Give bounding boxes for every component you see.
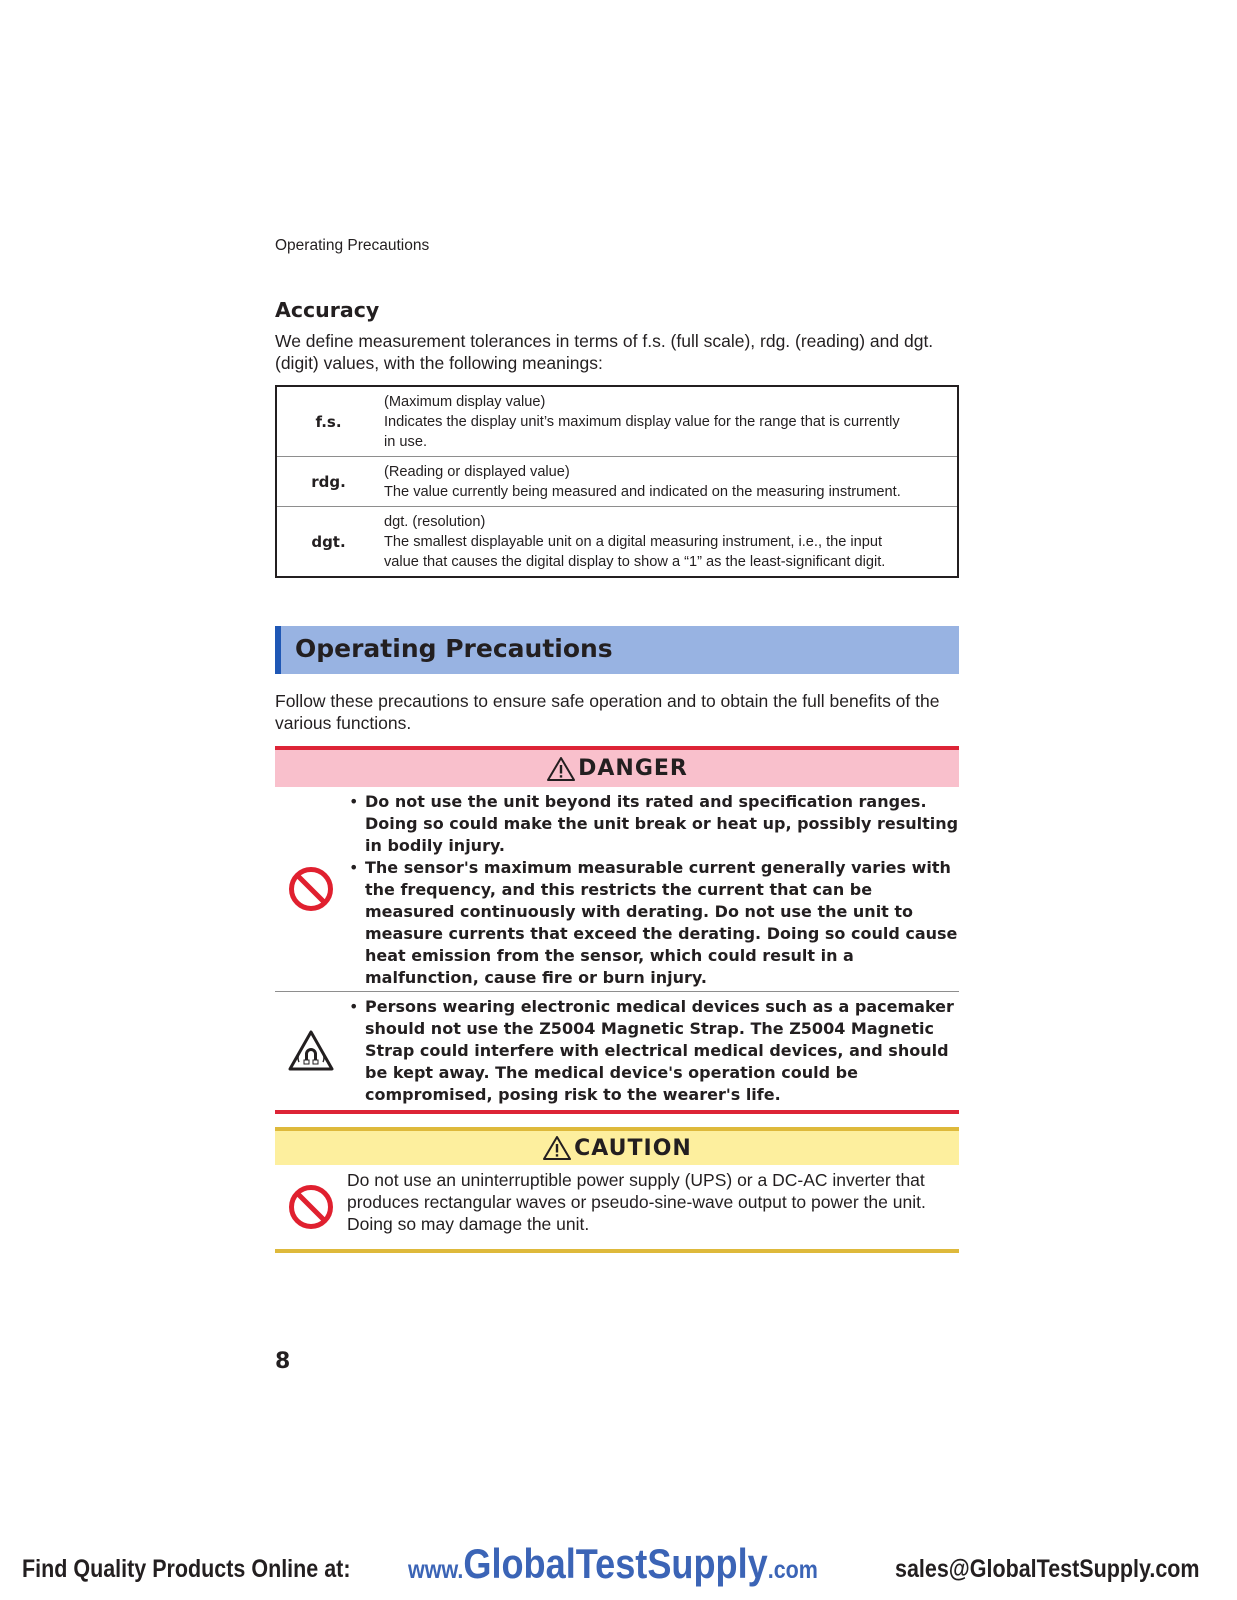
icon-column (275, 1165, 347, 1249)
table-row (276, 457, 958, 507)
table-row (276, 507, 958, 578)
list-item: • Do not use the unit beyond its rated and specification ranges. Doing so could make the unit break or heat up, possibly resulting in bodily injury. (347, 791, 959, 857)
danger-text (347, 787, 959, 991)
page-number: 8 (275, 1349, 291, 1374)
definition-line: in use. (384, 434, 427, 450)
caution-row (275, 1165, 959, 1253)
table-row (276, 386, 958, 457)
icon-column (275, 787, 347, 991)
footer-website-link[interactable] (408, 1540, 818, 1588)
prohibited-icon (287, 865, 335, 913)
section-title: Operating Precautions (295, 634, 613, 663)
definition-line: Indicates the display unit’s maximum display value for the range that is currently (384, 414, 900, 430)
definition-line: value that causes the digital display to show a “1” as the least-significant digit. (384, 554, 886, 570)
danger-header (275, 746, 959, 787)
danger-label: DANGER (578, 756, 688, 781)
term-cell: f.s. (315, 412, 342, 431)
footer-tagline: Find Quality Products Online at: (22, 1555, 351, 1583)
caution-header (275, 1127, 959, 1165)
danger-box (275, 746, 959, 1114)
running-header: Operating Precautions (275, 237, 430, 254)
definition-line: The smallest displayable unit on a digital measuring instrument, i.e., the input (384, 534, 883, 550)
definition-line: (Reading or displayed value) (384, 464, 570, 480)
warning-triangle-icon (546, 756, 576, 782)
danger-title (546, 756, 688, 782)
url-prefix: www. (408, 1556, 464, 1584)
caution-label: CAUTION (574, 1135, 692, 1161)
section-intro: Follow these precautions to ensure safe operation and to obtain the full benefits of the various functions. (275, 691, 940, 733)
url-suffix: .com (767, 1556, 818, 1584)
danger-row (275, 992, 959, 1114)
term-cell: dgt. (276, 507, 380, 578)
caution-title (542, 1135, 692, 1161)
caution-box (275, 1127, 959, 1253)
definition-cell (380, 457, 958, 507)
danger-row (275, 787, 959, 992)
danger-text (347, 992, 959, 1110)
term-cell: rdg. (276, 457, 380, 507)
icon-column (275, 992, 347, 1110)
footer-email-link[interactable]: sales@GlobalTestSupply.com (895, 1555, 1200, 1583)
definition-line: The value currently being measured and indicated on the measuring instrument. (384, 484, 901, 500)
warning-triangle-icon (542, 1135, 572, 1161)
accuracy-heading: Accuracy (275, 298, 380, 322)
list-item: • Persons wearing electronic medical devices such as a pacemaker should not use the Z5004 Magnetic Strap. The Z5004 Magnetic Strap could interfere with electrical medical devices, and should be kept away. The medical device's operation could be compromised, posing risk to the wearer's life. (347, 996, 959, 1106)
definition-line: dgt. (resolution) (384, 514, 486, 530)
danger-list (347, 791, 959, 989)
magnet-warning-icon (287, 1029, 335, 1073)
section-title-bar (275, 626, 959, 674)
definition-cell (380, 386, 958, 457)
accuracy-intro: We define measurement tolerances in terms of f.s. (full scale), rdg. (reading) and dgt. (digit) values, with the following meanings: (275, 331, 934, 373)
prohibited-icon (287, 1183, 335, 1231)
definition-cell (380, 507, 958, 578)
section-accent (275, 626, 281, 674)
danger-list (347, 996, 959, 1106)
caution-text: Do not use an uninterruptible power supply (UPS) or a DC-AC inverter that produces rectangular waves or pseudo-sine-wave output to power the unit. Doing so may damage the unit. (347, 1170, 926, 1234)
definition-line: (Maximum display value) (384, 394, 546, 410)
url-main: GlobalTestSupply (463, 1540, 768, 1587)
accuracy-table (275, 385, 959, 578)
list-item: • The sensor's maximum measurable current generally varies with the frequency, and this restricts the current that can be measured continuously with derating. Do not use the unit to measure currents that exceed the derating. Doing so could cause heat emission from the sensor, which could result in a malfunction, cause fire or burn injury. (347, 857, 959, 989)
